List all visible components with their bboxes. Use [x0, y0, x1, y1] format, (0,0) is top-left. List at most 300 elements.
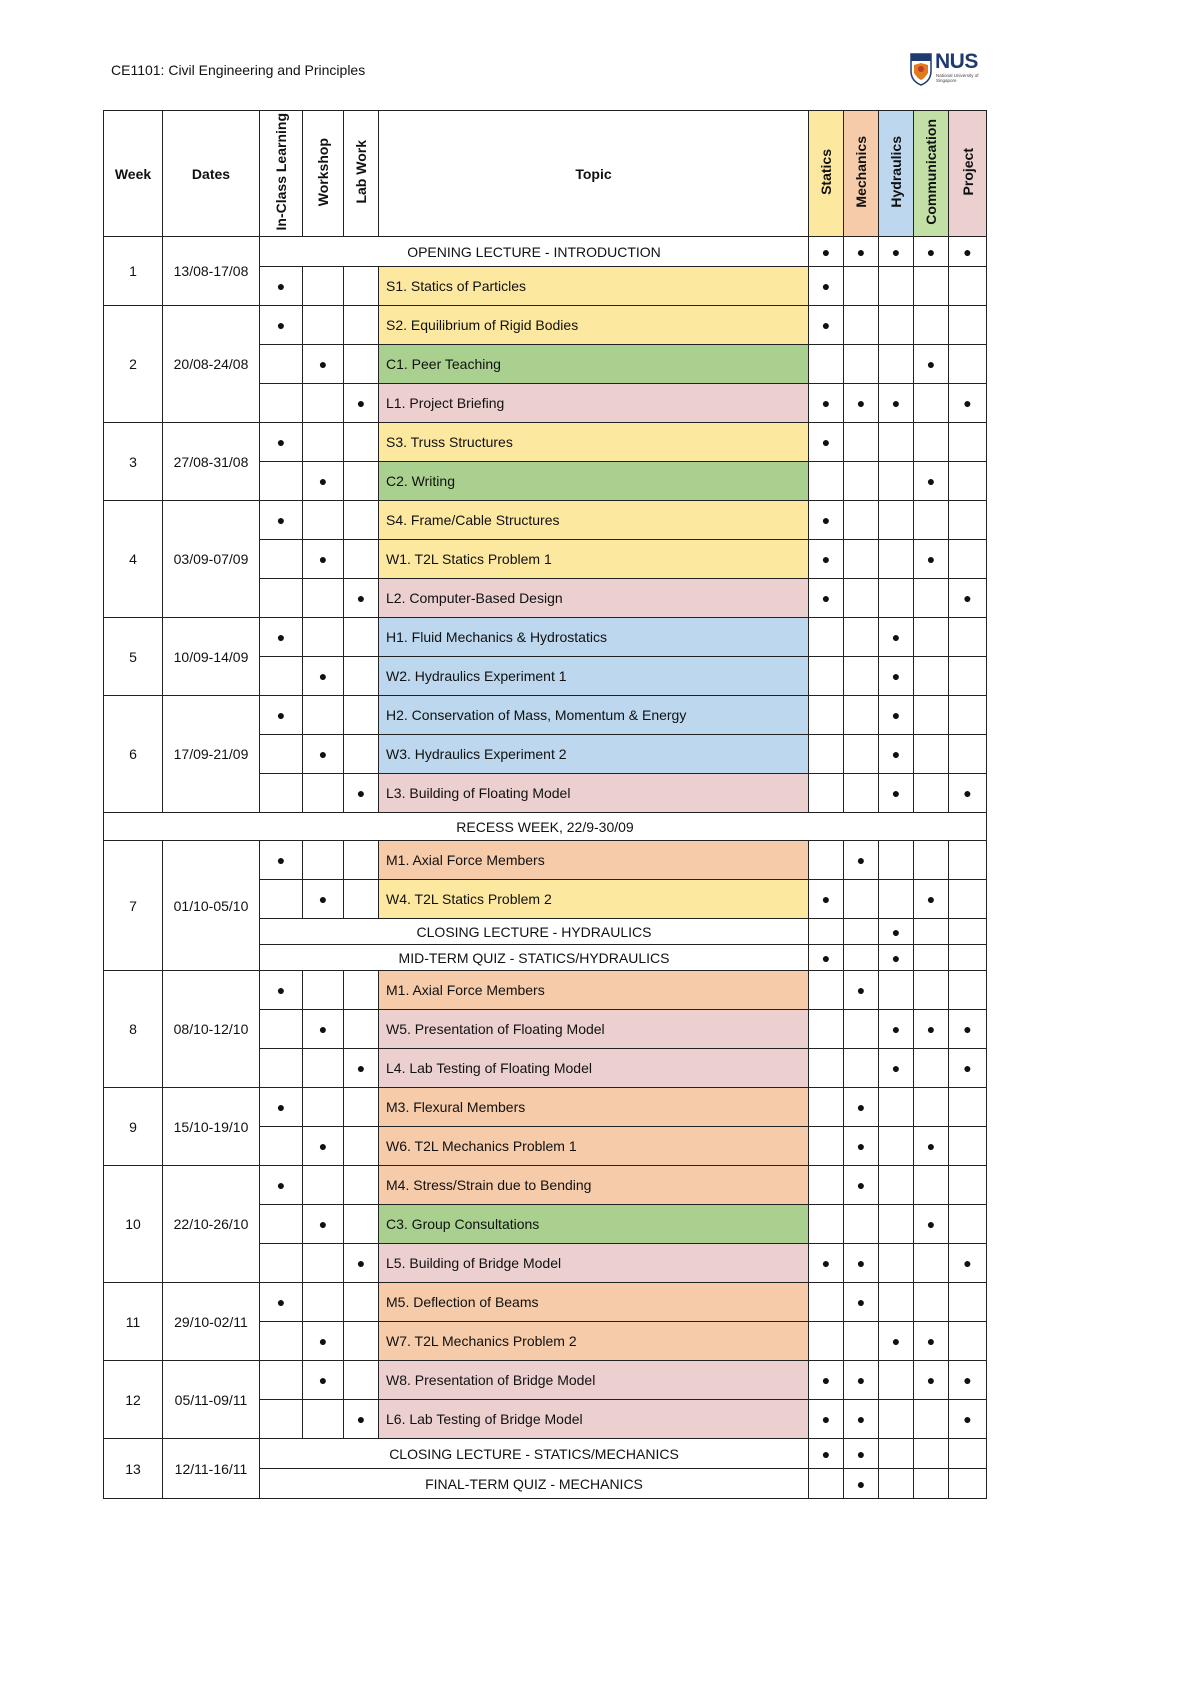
week-number: 13: [104, 1439, 163, 1499]
lab-mark: [344, 1010, 379, 1049]
workshop-mark: ●: [303, 735, 344, 774]
topic-cell: S1. Statics of Particles: [379, 267, 809, 306]
lab-mark: [344, 880, 379, 919]
mechanics-mark: ●: [844, 1469, 879, 1499]
communication-mark: ●: [914, 880, 949, 919]
activity-row: [104, 306, 987, 345]
week-dates: 08/10-12/10: [163, 971, 260, 1088]
project-mark: [949, 919, 987, 945]
mechanics-mark: ●: [844, 1088, 879, 1127]
mechanics-mark: ●: [844, 1244, 879, 1283]
workshop-header: [303, 111, 344, 237]
statics-label: Statics: [818, 149, 834, 195]
project-mark: [949, 345, 987, 384]
activity-row: [104, 1166, 987, 1205]
recess-row: [104, 813, 987, 841]
lab-mark: [344, 267, 379, 306]
topic-cell: W4. T2L Statics Problem 2: [379, 880, 809, 919]
mechanics-mark: ●: [844, 237, 879, 267]
banner-topic: OPENING LECTURE - INTRODUCTION: [260, 237, 809, 267]
project-mark: [949, 1469, 987, 1499]
week-number: 6: [104, 696, 163, 813]
statics-mark: [809, 1049, 844, 1088]
lab-label: Lab Work: [353, 140, 369, 204]
in-class-mark: [260, 540, 303, 579]
lab-mark: [344, 971, 379, 1010]
project-mark: [949, 657, 987, 696]
mechanics-mark: [844, 423, 879, 462]
communication-mark: [914, 657, 949, 696]
communication-mark: ●: [914, 237, 949, 267]
workshop-mark: ●: [303, 540, 344, 579]
hydraulics-mark: ●: [879, 735, 914, 774]
communication-mark: [914, 841, 949, 880]
project-mark: [949, 423, 987, 462]
statics-mark: [809, 1205, 844, 1244]
project-mark: [949, 618, 987, 657]
hydraulics-mark: [879, 1439, 914, 1469]
topic-cell: M1. Axial Force Members: [379, 841, 809, 880]
lab-mark: [344, 540, 379, 579]
week-number: 12: [104, 1361, 163, 1439]
crest-icon: [910, 53, 932, 86]
in-class-mark: [260, 579, 303, 618]
communication-mark: [914, 384, 949, 423]
workshop-mark: ●: [303, 880, 344, 919]
statics-mark: ●: [809, 880, 844, 919]
hydraulics-mark: [879, 501, 914, 540]
communication-mark: [914, 735, 949, 774]
communication-mark: [914, 1283, 949, 1322]
statics-mark: ●: [809, 1244, 844, 1283]
in-class-mark: ●: [260, 267, 303, 306]
project-mark: [949, 267, 987, 306]
communication-mark: [914, 1088, 949, 1127]
workshop-mark: ●: [303, 462, 344, 501]
dates-header: Dates: [163, 111, 260, 237]
topic-cell: L4. Lab Testing of Floating Model: [379, 1049, 809, 1088]
communication-mark: [914, 1244, 949, 1283]
mechanics-mark: [844, 696, 879, 735]
workshop-mark: [303, 501, 344, 540]
lab-mark: [344, 1127, 379, 1166]
nus-logo: [910, 50, 986, 87]
banner-topic: FINAL-TERM QUIZ - MECHANICS: [260, 1469, 809, 1499]
logo-word: NUS: [935, 50, 978, 73]
workshop-mark: ●: [303, 1205, 344, 1244]
communication-mark: [914, 945, 949, 971]
week-header: Week: [104, 111, 163, 237]
mechanics-mark: [844, 579, 879, 618]
mechanics-mark: ●: [844, 1439, 879, 1469]
workshop-mark: [303, 579, 344, 618]
in-class-mark: [260, 1127, 303, 1166]
lab-mark: [344, 345, 379, 384]
mechanics-mark: ●: [844, 384, 879, 423]
communication-mark: ●: [914, 1361, 949, 1400]
workshop-mark: ●: [303, 1010, 344, 1049]
communication-mark: [914, 618, 949, 657]
topic-cell: L2. Computer-Based Design: [379, 579, 809, 618]
in-class-mark: ●: [260, 501, 303, 540]
statics-mark: ●: [809, 267, 844, 306]
topic-cell: L5. Building of Bridge Model: [379, 1244, 809, 1283]
week-dates: 13/08-17/08: [163, 237, 260, 306]
statics-mark: ●: [809, 306, 844, 345]
week-dates: 17/09-21/09: [163, 696, 260, 813]
hydraulics-mark: ●: [879, 1322, 914, 1361]
statics-mark: ●: [809, 1439, 844, 1469]
week-number: 1: [104, 237, 163, 306]
lab-mark: [344, 501, 379, 540]
project-header: [949, 111, 987, 237]
hydraulics-header: [879, 111, 914, 237]
in-class-mark: [260, 1244, 303, 1283]
workshop-mark: [303, 774, 344, 813]
week-number: 7: [104, 841, 163, 971]
topic-cell: W2. Hydraulics Experiment 1: [379, 657, 809, 696]
week-number: 4: [104, 501, 163, 618]
project-mark: ●: [949, 1010, 987, 1049]
project-mark: [949, 462, 987, 501]
hydraulics-mark: [879, 579, 914, 618]
mechanics-mark: ●: [844, 1127, 879, 1166]
lab-mark: [344, 1166, 379, 1205]
statics-mark: ●: [809, 540, 844, 579]
hydraulics-mark: [879, 423, 914, 462]
activity-row: [104, 1088, 987, 1127]
communication-mark: [914, 971, 949, 1010]
lab-mark: ●: [344, 384, 379, 423]
hydraulics-mark: [879, 1400, 914, 1439]
lab-header: [344, 111, 379, 237]
project-mark: [949, 501, 987, 540]
project-mark: ●: [949, 579, 987, 618]
workshop-label: Workshop: [315, 137, 331, 207]
communication-mark: ●: [914, 1322, 949, 1361]
hydraulics-mark: [879, 1361, 914, 1400]
week-number: 3: [104, 423, 163, 501]
topic-cell: L1. Project Briefing: [379, 384, 809, 423]
communication-header: [914, 111, 949, 237]
project-mark: [949, 880, 987, 919]
hydraulics-mark: ●: [879, 618, 914, 657]
statics-mark: ●: [809, 945, 844, 971]
course-title: CE1101: Civil Engineering and Principles: [111, 62, 366, 78]
topic-cell: W5. Presentation of Floating Model: [379, 1010, 809, 1049]
activity-row: [104, 1361, 987, 1400]
communication-mark: [914, 1049, 949, 1088]
in-class-mark: ●: [260, 696, 303, 735]
workshop-mark: ●: [303, 1322, 344, 1361]
in-class-mark: [260, 735, 303, 774]
in-class-mark: ●: [260, 1283, 303, 1322]
workshop-mark: ●: [303, 657, 344, 696]
header-row: [104, 111, 987, 237]
communication-mark: [914, 1469, 949, 1499]
statics-mark: [809, 735, 844, 774]
lab-mark: ●: [344, 774, 379, 813]
statics-mark: [809, 1010, 844, 1049]
communication-mark: [914, 579, 949, 618]
activity-row: [104, 971, 987, 1010]
workshop-mark: [303, 1166, 344, 1205]
workshop-mark: [303, 1283, 344, 1322]
mechanics-mark: ●: [844, 971, 879, 1010]
statics-mark: [809, 1322, 844, 1361]
workshop-mark: [303, 267, 344, 306]
in-class-mark: ●: [260, 971, 303, 1010]
statics-mark: [809, 1166, 844, 1205]
communication-mark: [914, 1439, 949, 1469]
lab-mark: [344, 696, 379, 735]
hydraulics-mark: [879, 1088, 914, 1127]
mechanics-mark: [844, 501, 879, 540]
mechanics-mark: [844, 735, 879, 774]
mechanics-mark: [844, 540, 879, 579]
week-dates: 15/10-19/10: [163, 1088, 260, 1166]
workshop-mark: [303, 423, 344, 462]
workshop-mark: [303, 841, 344, 880]
workshop-mark: [303, 1088, 344, 1127]
topic-cell: M3. Flexural Members: [379, 1088, 809, 1127]
lab-mark: [344, 1283, 379, 1322]
mechanics-mark: [844, 1322, 879, 1361]
lab-mark: [344, 1361, 379, 1400]
communication-mark: ●: [914, 1010, 949, 1049]
hydraulics-mark: [879, 267, 914, 306]
hydraulics-mark: ●: [879, 657, 914, 696]
workshop-mark: [303, 696, 344, 735]
week-dates: 05/11-09/11: [163, 1361, 260, 1439]
in-class-mark: [260, 384, 303, 423]
project-mark: [949, 1283, 987, 1322]
in-class-mark: [260, 345, 303, 384]
topic-header: Topic: [379, 111, 809, 237]
week-number: 2: [104, 306, 163, 423]
banner-topic: CLOSING LECTURE - STATICS/MECHANICS: [260, 1439, 809, 1469]
hydraulics-mark: [879, 462, 914, 501]
in-class-header: [260, 111, 303, 237]
statics-mark: [809, 696, 844, 735]
project-mark: [949, 1322, 987, 1361]
lab-mark: [344, 657, 379, 696]
statics-mark: ●: [809, 237, 844, 267]
statics-mark: [809, 657, 844, 696]
lab-mark: ●: [344, 1049, 379, 1088]
activity-row: [104, 501, 987, 540]
in-class-mark: [260, 1010, 303, 1049]
lab-mark: [344, 841, 379, 880]
hydraulics-mark: [879, 1205, 914, 1244]
activity-row: [104, 696, 987, 735]
statics-mark: [809, 1469, 844, 1499]
hydraulics-mark: ●: [879, 919, 914, 945]
mechanics-mark: [844, 657, 879, 696]
communication-mark: ●: [914, 540, 949, 579]
statics-mark: ●: [809, 1400, 844, 1439]
mechanics-mark: [844, 880, 879, 919]
week-number: 10: [104, 1166, 163, 1283]
hydraulics-mark: [879, 971, 914, 1010]
communication-mark: ●: [914, 1127, 949, 1166]
lab-mark: [344, 423, 379, 462]
hydraulics-mark: [879, 1244, 914, 1283]
in-class-mark: ●: [260, 306, 303, 345]
mechanics-mark: ●: [844, 1166, 879, 1205]
week-dates: 01/10-05/10: [163, 841, 260, 971]
lab-mark: [344, 1205, 379, 1244]
statics-mark: [809, 774, 844, 813]
week-dates: 27/08-31/08: [163, 423, 260, 501]
activity-row: [104, 1283, 987, 1322]
mechanics-mark: ●: [844, 1283, 879, 1322]
in-class-mark: [260, 1049, 303, 1088]
project-mark: [949, 1166, 987, 1205]
project-mark: [949, 971, 987, 1010]
mechanics-mark: [844, 919, 879, 945]
mechanics-label: Mechanics: [853, 136, 869, 208]
in-class-mark: [260, 1361, 303, 1400]
topic-cell: L3. Building of Floating Model: [379, 774, 809, 813]
hydraulics-mark: [879, 1283, 914, 1322]
statics-mark: [809, 1127, 844, 1166]
activity-row: [104, 423, 987, 462]
hydraulics-mark: ●: [879, 945, 914, 971]
in-class-mark: ●: [260, 423, 303, 462]
statics-mark: [809, 841, 844, 880]
workshop-mark: [303, 384, 344, 423]
statics-mark: [809, 345, 844, 384]
topic-cell: S4. Frame/Cable Structures: [379, 501, 809, 540]
hydraulics-mark: [879, 841, 914, 880]
banner-row: [104, 237, 987, 267]
hydraulics-mark: ●: [879, 696, 914, 735]
project-mark: [949, 1439, 987, 1469]
workshop-mark: [303, 1400, 344, 1439]
lab-mark: [344, 735, 379, 774]
project-mark: [949, 1088, 987, 1127]
mechanics-header: [844, 111, 879, 237]
mechanics-mark: ●: [844, 841, 879, 880]
project-mark: [949, 696, 987, 735]
mechanics-mark: [844, 945, 879, 971]
communication-mark: [914, 696, 949, 735]
project-mark: [949, 306, 987, 345]
communication-mark: ●: [914, 1205, 949, 1244]
hydraulics-mark: ●: [879, 1010, 914, 1049]
in-class-mark: [260, 657, 303, 696]
week-number: 8: [104, 971, 163, 1088]
in-class-mark: ●: [260, 841, 303, 880]
topic-cell: S3. Truss Structures: [379, 423, 809, 462]
hydraulics-mark: ●: [879, 237, 914, 267]
hydraulics-mark: [879, 1469, 914, 1499]
communication-mark: [914, 1166, 949, 1205]
lab-mark: ●: [344, 579, 379, 618]
workshop-mark: [303, 1244, 344, 1283]
workshop-mark: [303, 618, 344, 657]
topic-cell: W7. T2L Mechanics Problem 2: [379, 1322, 809, 1361]
mechanics-mark: [844, 1205, 879, 1244]
lab-mark: [344, 1322, 379, 1361]
banner-topic: CLOSING LECTURE - HYDRAULICS: [260, 919, 809, 945]
statics-mark: [809, 1283, 844, 1322]
activity-row: [104, 618, 987, 657]
mechanics-mark: [844, 618, 879, 657]
workshop-mark: ●: [303, 345, 344, 384]
statics-mark: ●: [809, 423, 844, 462]
workshop-mark: [303, 1049, 344, 1088]
in-class-mark: ●: [260, 618, 303, 657]
statics-mark: ●: [809, 579, 844, 618]
statics-mark: [809, 919, 844, 945]
lab-mark: [344, 1088, 379, 1127]
statics-mark: ●: [809, 384, 844, 423]
project-mark: ●: [949, 1244, 987, 1283]
in-class-mark: [260, 1322, 303, 1361]
activity-row: [104, 841, 987, 880]
mechanics-mark: [844, 345, 879, 384]
project-mark: ●: [949, 1400, 987, 1439]
week-dates: 10/09-14/09: [163, 618, 260, 696]
statics-mark: ●: [809, 501, 844, 540]
topic-cell: M5. Deflection of Beams: [379, 1283, 809, 1322]
project-mark: ●: [949, 384, 987, 423]
mechanics-mark: [844, 774, 879, 813]
topic-cell: W1. T2L Statics Problem 1: [379, 540, 809, 579]
in-class-mark: [260, 1400, 303, 1439]
project-mark: [949, 540, 987, 579]
schedule-body: [104, 237, 987, 1499]
mechanics-mark: [844, 462, 879, 501]
communication-mark: ●: [914, 345, 949, 384]
workshop-mark: ●: [303, 1127, 344, 1166]
topic-cell: W8. Presentation of Bridge Model: [379, 1361, 809, 1400]
hydraulics-label: Hydraulics: [888, 136, 904, 208]
lab-mark: ●: [344, 1244, 379, 1283]
banner-row: [104, 1439, 987, 1469]
hydraulics-mark: [879, 880, 914, 919]
project-mark: ●: [949, 774, 987, 813]
hydraulics-mark: ●: [879, 774, 914, 813]
workshop-mark: ●: [303, 1361, 344, 1400]
week-dates: 22/10-26/10: [163, 1166, 260, 1283]
in-class-mark: ●: [260, 1088, 303, 1127]
hydraulics-mark: ●: [879, 384, 914, 423]
statics-mark: [809, 1088, 844, 1127]
topic-cell: M4. Stress/Strain due to Bending: [379, 1166, 809, 1205]
lab-mark: [344, 618, 379, 657]
communication-mark: [914, 267, 949, 306]
lab-mark: ●: [344, 1400, 379, 1439]
hydraulics-mark: [879, 540, 914, 579]
communication-mark: [914, 774, 949, 813]
project-mark: ●: [949, 237, 987, 267]
communication-mark: [914, 423, 949, 462]
communication-mark: [914, 306, 949, 345]
in-class-mark: [260, 774, 303, 813]
mechanics-mark: [844, 1010, 879, 1049]
workshop-mark: [303, 971, 344, 1010]
statics-mark: ●: [809, 1361, 844, 1400]
schedule-table: [103, 110, 987, 1499]
lab-mark: [344, 306, 379, 345]
mechanics-mark: [844, 267, 879, 306]
hydraulics-mark: [879, 306, 914, 345]
mechanics-mark: [844, 306, 879, 345]
week-number: 5: [104, 618, 163, 696]
